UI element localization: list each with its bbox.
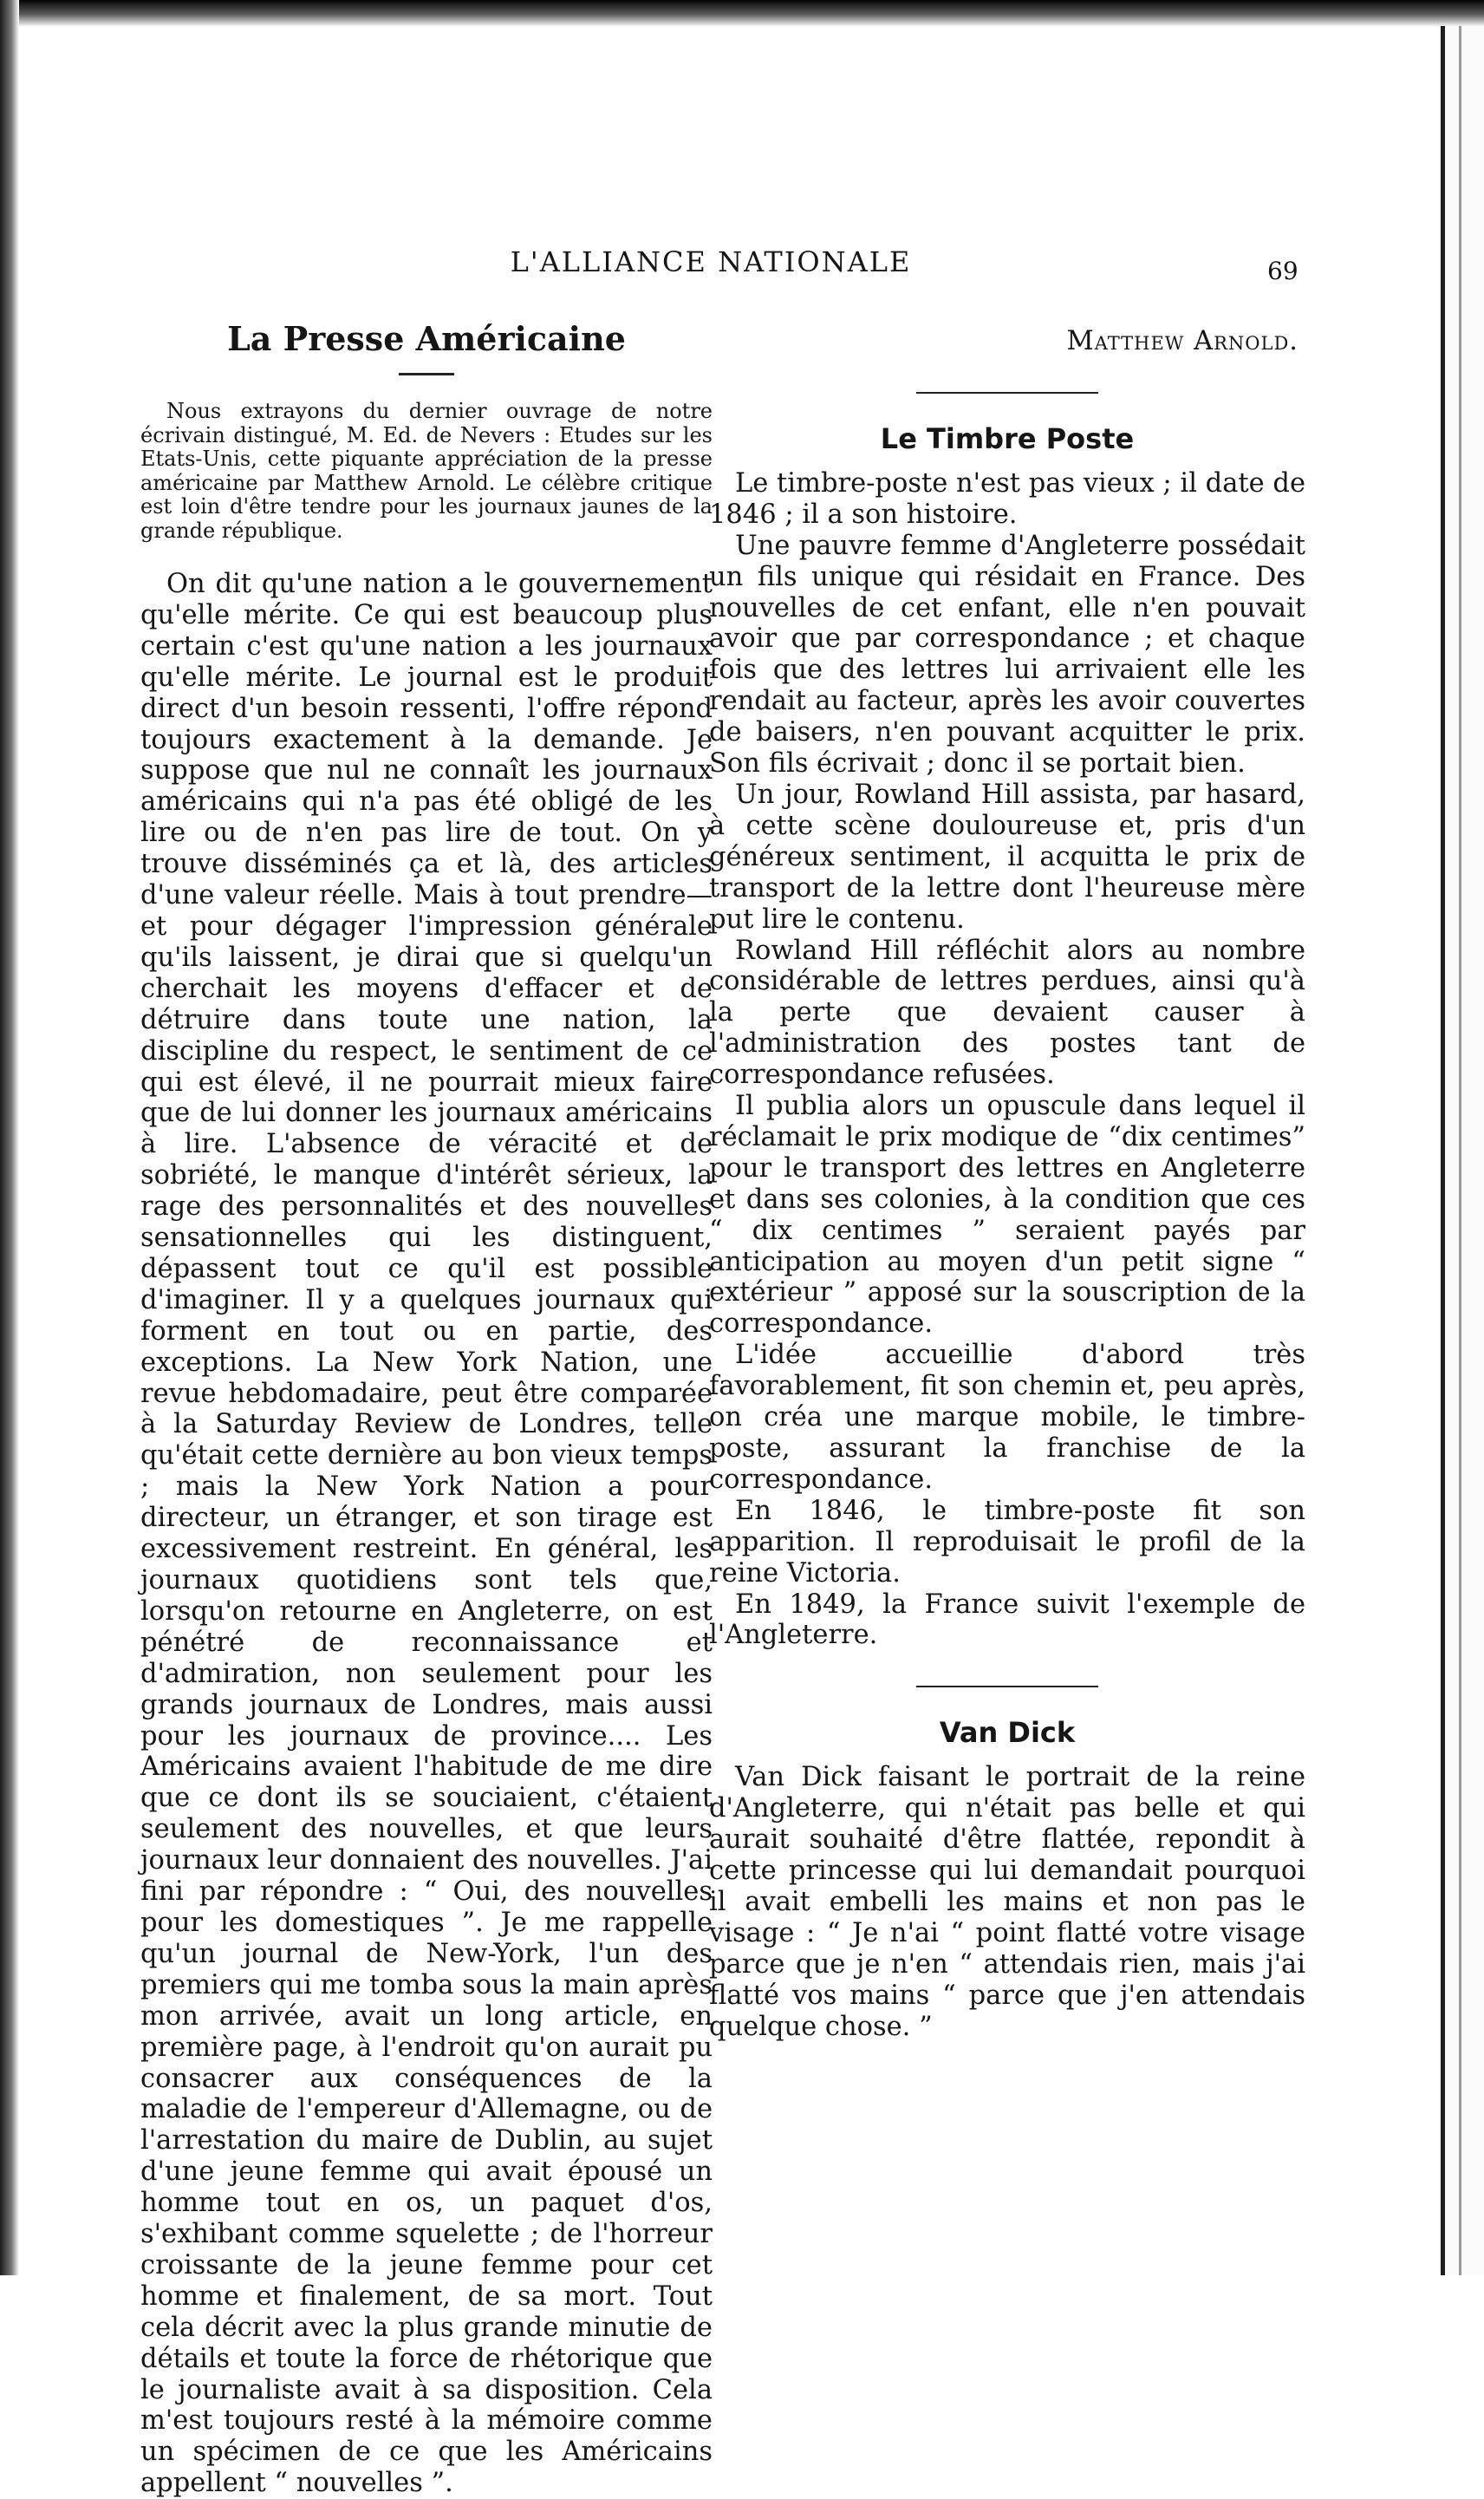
timbre-paragraph: Une pauvre femme d'Angleterre possédait un fils unique qui résidait en France. Des nouvelles de cet enfant, elle n'en pouvait avoir que par correspondance ; et chaque fois que des lettres lui arrivaient elle les rendait au facteur, après les avoir couvertes de baisers, n'en pouvant acquitter le prix. Son fils écrivait ; donc il se portait bien.: [709, 530, 1305, 780]
page-number: 69: [1267, 257, 1298, 285]
title-rule: [399, 373, 454, 375]
author-signature: Matthew Arnold.: [1066, 326, 1298, 356]
article-title-presse: La Presse Américaine: [227, 319, 626, 358]
scan-left-edge: [0, 0, 19, 2275]
timbre-paragraph: En 1849, la France suivit l'exemple de l'Angleterre.: [709, 1589, 1305, 1651]
timbre-paragraph: Un jour, Rowland Hill assista, par hasard, à cette scène douloureuse et, pris d'un généreux sentiment, il acquitta le prix de transport de la lettre dont l'heureuse mère put lire le contenu.: [709, 779, 1305, 935]
timbre-paragraph: Le timbre-poste n'est pas vieux ; il date de 1846 ; il a son histoire.: [709, 467, 1305, 530]
section-divider: [916, 1686, 1098, 1687]
running-head: L'ALLIANCE NATIONALE: [510, 245, 912, 278]
right-column: [709, 312, 1305, 2043]
article-body-presse: On dit qu'une nation a le gouvernement qu'elle mérite. Ce qui est beaucoup plus certain c'est qu'une nation a les journaux qu'elle mérite. Le journal est le produit direct d'un besoin ressenti, l'offre répond toujours exactement à la demande. Je suppose que nul ne connaît les journaux américains qui n'a pas été obligé de les lire ou de n'en pas lire de tout. On y trouve disséminés ça et là, des articles d'une valeur réelle. Mais à tout prendre—et pour dégager l'impression générale qu'ils laissent, je dirai que si quelqu'un cherchait les moyens d'effacer et de détruire dans toute une nation, la discipline du respect, le sentiment de ce qui est élevé, il ne pourrait mieux faire que de lui donner les journaux américains à lire. L'absence de véracité et de sobriété, le manque d'intérêt sérieux, la rage des personnalités et des nouvelles sensationnelles qui les distinguent, dépassent tout ce qu'il est possible d'imaginer. Il y a quelques journaux qui forment en tout ou en partie, des exceptions. La New York Nation, une revue hebdomadaire, peut être comparée à la Saturday Review de Londres, telle qu'était cette dernière au bon vieux temps ; mais la New York Nation a pour directeur, un étranger, et son tirage est excessivement restreint. En général, les journaux quotidiens sont tels que, lorsqu'on retourne en Angleterre, on est pénétré de reconnaissance et d'admiration, non seulement pour les grands journaux de Londres, mais aussi pour les journaux de province.... Les Américains avaient l'habitude de me dire que ce dont ils se souciaient, c'étaient seulement des nouvelles, et que leurs journaux leur donnaient des nouvelles. J'ai fini par répondre : “ Oui, des nouvelles pour les domestiques ”. Je me rappelle qu'un journal de New-York, l'un des premiers qui me tomba sous la main après mon arrivée, avait un long article, en première page, à l'endroit qu'on aurait pu consacrer aux conséquences de la maladie de l'empereur d'Allemagne, ou de l'arrestation du maire de Dublin, au sujet d'une jeune femme qui avait épousé un homme tout en os, un paquet d'os, s'exhibant comme squelette ; de l'horreur croissante de la jeune femme pour cet homme et finalement, de sa mort. Tout cela décrit avec la plus grande minutie de détails et toute la force de rhétorique que le journaliste avait à sa disposition. Cela m'est toujours resté à la mémoire comme un spécimen de ce que les Américains appellent “ nouvelles ”.: [140, 569, 713, 2499]
book-page-edges: [1441, 26, 1484, 2275]
timbre-paragraph: L'idée accueillie d'abord très favorablement, fit son chemin et, peu après, on créa une marque mobile, le timbre-poste, assurant la franchise de la correspondance.: [709, 1340, 1305, 1495]
scan-top-shadow: [0, 0, 1484, 26]
article-intro: Nous extrayons du dernier ouvrage de notre écrivain distingué, M. Ed. de Nevers : Etudes sur les Etats-Unis, cette piquante appréciation de la presse américaine par Matthew Arnold. Le célèbre critique est loin d'être tendre pour les journaux jaunes de la grande république.: [140, 399, 713, 543]
section-divider: [916, 392, 1098, 394]
left-column: [140, 312, 713, 2499]
timbre-paragraph: En 1846, le timbre-poste fit son apparition. Il reproduisait le profil de la reine Victoria.: [709, 1495, 1305, 1589]
timbre-paragraph: Il publia alors un opuscule dans lequel il réclamait le prix modique de “dix centimes” pour le transport des lettres en Angleterre et dans ses colonies, à la condition que ces “ dix centimes ” seraient payés par anticipation au moyen d'un petit signe “ extérieur ” apposé sur la souscription de la correspondance.: [709, 1091, 1305, 1340]
section-title-timbre: Le Timbre Poste: [880, 421, 1135, 455]
vandick-paragraph: Van Dick faisant le portrait de la reine d'Angleterre, qui n'était pas belle et qui aurait souhaité d'être flattée, repondit à cette princesse qui lui demandait pourquoi il avait embelli les mains et non pas le visage : “ Je n'ai “ point flatté votre visage parce que je n'en “ attendais rien, mais j'ai flatté vos mains “ parce que j'en attendais quelque chose. ”: [709, 1762, 1305, 2042]
timbre-paragraph: Rowland Hill réfléchit alors au nombre considérable de lettres perdues, ainsi qu'à la perte que devaient causer à l'administration des postes tant de correspondance refusées.: [709, 935, 1305, 1091]
section-title-vandick: Van Dick: [939, 1716, 1076, 1750]
